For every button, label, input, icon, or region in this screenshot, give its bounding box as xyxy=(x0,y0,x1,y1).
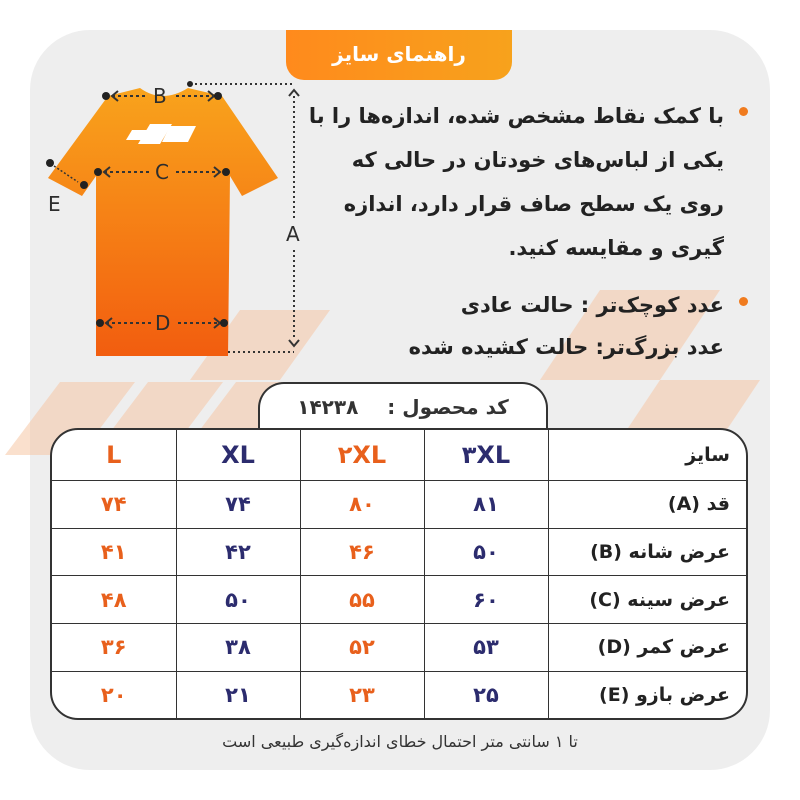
table-cell: ۷۴ xyxy=(52,481,176,529)
table-cell: ۴۸ xyxy=(52,576,176,624)
table-cell: ۲۰ xyxy=(52,671,176,718)
table-cell: ۸۰ xyxy=(300,481,424,529)
table-row xyxy=(52,481,746,529)
instruction-bullet-2 xyxy=(308,284,748,368)
row-label: عرض شانه (B) xyxy=(548,528,746,576)
product-code-value: ۱۴۲۳۸ xyxy=(297,395,359,419)
instruction-normal: عدد کوچک‌تر : حالت عادی xyxy=(460,293,724,317)
table-cell: ۴۱ xyxy=(52,528,176,576)
bullet-dot-icon xyxy=(739,297,748,306)
instruction-text-1: با کمک نقاط مشخص شده، اندازه‌ها را با یکی از لباس‌های خودتان در حالی که روی یک سطح صاف قرار دارد، اندازه گیری و مقایسه کنید. xyxy=(308,104,724,260)
page-title: راهنمای سایز xyxy=(286,30,512,80)
row-label: عرض سینه (C) xyxy=(548,576,746,624)
table-row xyxy=(52,671,746,718)
table-row xyxy=(52,576,746,624)
product-code-label: کد محصول : xyxy=(387,395,509,419)
row-label: عرض بازو (E) xyxy=(548,671,746,718)
table-cell: ۵۲ xyxy=(300,624,424,672)
table-cell: ۴۲ xyxy=(176,528,300,576)
product-code xyxy=(258,382,548,432)
table-header-row xyxy=(52,430,746,481)
table-cell: ۵۵ xyxy=(300,576,424,624)
row-label: قد (A) xyxy=(548,481,746,529)
table-cell: ۳۶ xyxy=(52,624,176,672)
table-cell: ۵۰ xyxy=(424,528,548,576)
size-table xyxy=(50,428,748,720)
table-cell: ۳۸ xyxy=(176,624,300,672)
table-row xyxy=(52,624,746,672)
instruction-stretched: عدد بزرگ‌تر: حالت کشیده شده xyxy=(408,335,724,359)
footnote: تا ۱ سانتی متر احتمال خطای اندازه‌گیری طبیعی است xyxy=(222,732,578,751)
table-cell: ۵۳ xyxy=(424,624,548,672)
header-size-xl: XL xyxy=(176,430,300,481)
instruction-bullet-1 xyxy=(308,94,748,270)
label-a: A xyxy=(286,222,300,246)
table-cell: ۲۳ xyxy=(300,671,424,718)
table-cell: ۲۵ xyxy=(424,671,548,718)
table-cell: ۵۰ xyxy=(176,576,300,624)
header-size-label: سایز xyxy=(548,430,746,481)
label-b: B xyxy=(153,84,167,108)
table-cell: ۲۱ xyxy=(176,671,300,718)
row-label: عرض کمر (D) xyxy=(548,624,746,672)
header-size-l: L xyxy=(52,430,176,481)
table-cell: ۸۱ xyxy=(424,481,548,529)
bullet-dot-icon xyxy=(739,107,748,116)
table-cell: ۴۶ xyxy=(300,528,424,576)
header-size-3xl: ۳XL xyxy=(424,430,548,481)
table-row xyxy=(52,528,746,576)
label-d: D xyxy=(155,311,171,335)
header-size-2xl: ۲XL xyxy=(300,430,424,481)
label-e: E xyxy=(48,192,61,216)
instructions xyxy=(308,94,748,368)
table-cell: ۷۴ xyxy=(176,481,300,529)
label-c: C xyxy=(155,160,169,184)
table-cell: ۶۰ xyxy=(424,576,548,624)
